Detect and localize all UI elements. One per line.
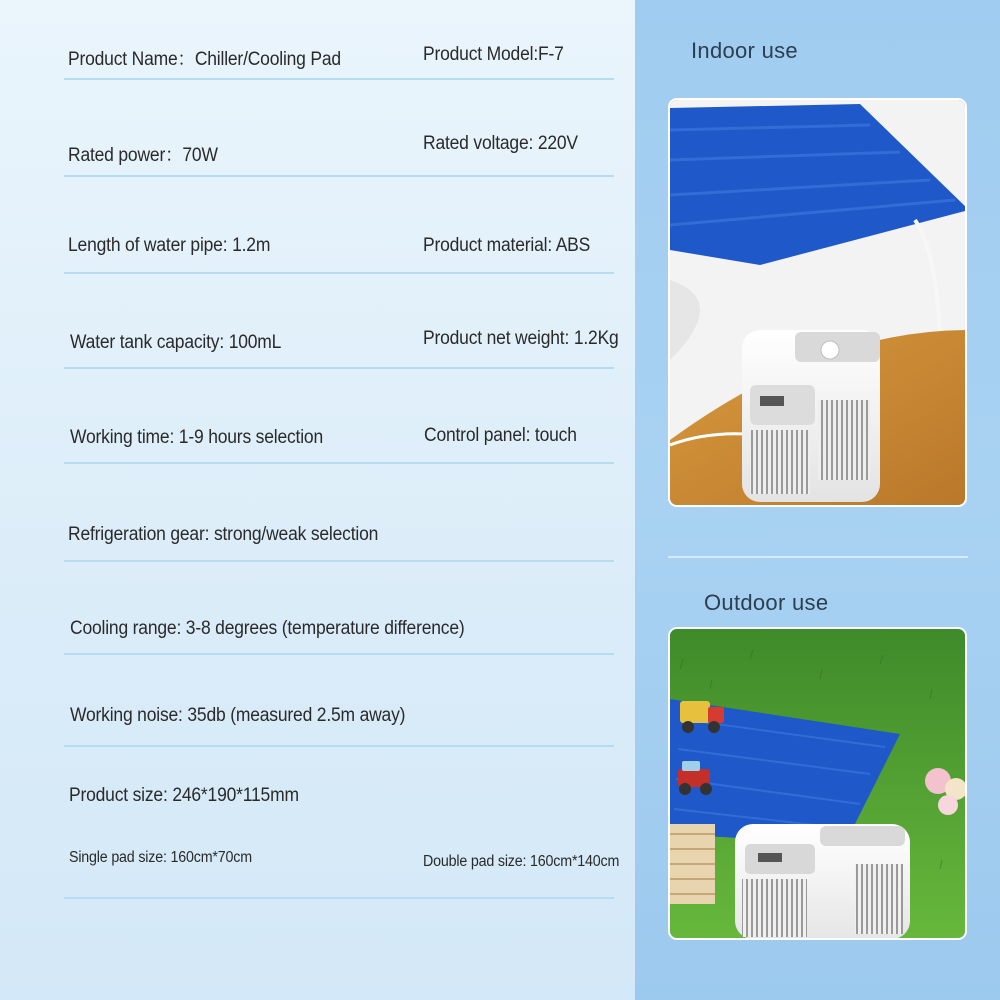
divider — [64, 462, 614, 464]
spec-single-pad: Single pad size: 160cm*70cm — [69, 849, 252, 866]
divider — [64, 367, 614, 369]
indoor-use-title: Indoor use — [691, 38, 798, 63]
indoor-photo — [668, 98, 967, 507]
spec-product-name: Product Name：Chiller/Cooling Pad — [68, 49, 341, 70]
spec-rated-power: Rated power：70W — [68, 145, 218, 166]
divider — [668, 556, 968, 558]
spec-material: Product material: ABS — [423, 235, 591, 256]
spec-tank-capacity: Water tank capacity: 100mL — [70, 332, 282, 353]
spec-working-time: Working time: 1-9 hours selection — [70, 427, 324, 448]
divider — [64, 653, 614, 655]
spec-product-size: Product size: 246*190*115mm — [69, 785, 299, 806]
divider — [64, 897, 614, 899]
divider — [64, 78, 614, 80]
spec-double-pad: Double pad size: 160cm*140cm — [423, 853, 620, 870]
spec-refrigeration-gear: Refrigeration gear: strong/weak selection — [68, 524, 379, 545]
spec-control-panel: Control panel: touch — [424, 425, 577, 446]
spec-product-model: Product Model:F-7 — [423, 44, 564, 65]
spec-cooling-range: Cooling range: 3-8 degrees (temperature difference) — [70, 618, 465, 639]
spec-rated-voltage: Rated voltage: 220V — [423, 133, 578, 154]
outdoor-use-title: Outdoor use — [704, 590, 829, 615]
divider — [64, 745, 614, 747]
outdoor-photo — [668, 627, 967, 940]
spec-net-weight: Product net weight: 1.2Kg — [423, 328, 619, 349]
spec-pipe-length: Length of water pipe: 1.2m — [68, 235, 271, 256]
divider — [64, 272, 614, 274]
divider — [64, 175, 614, 177]
spec-noise: Working noise: 35db (measured 2.5m away) — [70, 705, 406, 726]
divider — [64, 560, 614, 562]
